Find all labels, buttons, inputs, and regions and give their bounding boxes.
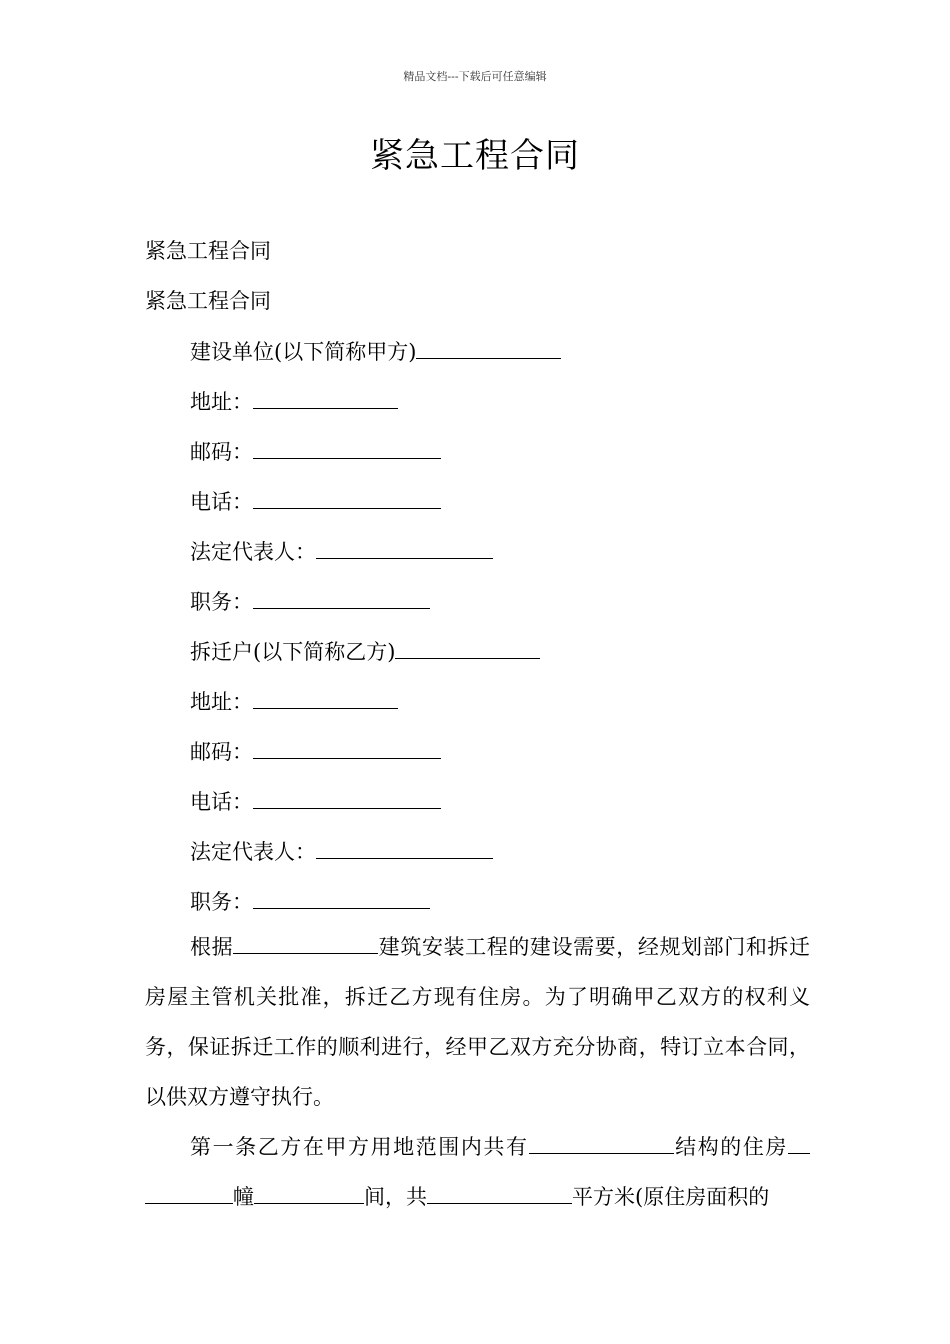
- party-a-position-blank[interactable]: [253, 586, 430, 609]
- party-a-phone-blank[interactable]: [253, 486, 441, 509]
- article1-part1: 第一条乙方在甲方用地范围内共有: [190, 1135, 529, 1159]
- article1-part5: 平方米(原住房面积的: [572, 1185, 770, 1209]
- party-a-postcode-line: [190, 436, 810, 467]
- header-note: 精品文档---下载后可任意编辑: [403, 70, 547, 83]
- party-b-position-line: [190, 886, 810, 917]
- article1-paragraph: [145, 1122, 810, 1222]
- party-a-phone-line: [190, 486, 810, 517]
- article1-part4: 间，共: [364, 1185, 427, 1209]
- party-a-address-line: [190, 386, 810, 417]
- party-a-postcode-label: 邮码：: [190, 440, 253, 464]
- party-a-name-blank[interactable]: [416, 336, 561, 359]
- party-b-phone-blank[interactable]: [253, 786, 441, 809]
- article1-part3: 幢: [233, 1185, 254, 1209]
- party-b-position-blank[interactable]: [253, 886, 430, 909]
- party-b-label-line: [190, 636, 810, 667]
- party-a-address-blank[interactable]: [253, 386, 398, 409]
- party-a-label: 建设单位(以下简称甲方): [190, 340, 417, 364]
- article1-rooms-blank[interactable]: [254, 1181, 364, 1204]
- party-a-legal-rep-line: [190, 536, 810, 567]
- preamble-part2: 建筑安装工程的建设需要，经规划部门和拆迁房屋主管机关批准，拆迁乙方现有住房。为了明确甲乙双方的权利义务，保证拆迁工作的顺利进行，经甲乙双方充分协商，特订立本合同，以供双方遵守执行。: [145, 935, 811, 1109]
- party-b-phone-label: 电话：: [190, 790, 253, 814]
- subheading-1: 紧急工程合同: [145, 239, 271, 263]
- article1-count-blank[interactable]: [145, 1181, 233, 1204]
- party-b-postcode-line: [190, 736, 810, 767]
- preamble-part1: 根据: [190, 935, 234, 959]
- party-b-address-line: [190, 686, 810, 717]
- party-b-legal-rep-line: [190, 836, 810, 867]
- party-a-position-label: 职务：: [190, 590, 253, 614]
- party-b-name-blank[interactable]: [395, 636, 540, 659]
- party-b-legal-rep-blank[interactable]: [316, 836, 493, 859]
- party-a-legal-rep-label: 法定代表人：: [190, 540, 316, 564]
- party-a-position-line: [190, 586, 810, 617]
- party-b-postcode-label: 邮码：: [190, 740, 253, 764]
- preamble-paragraph: [145, 922, 810, 1122]
- party-a-phone-label: 电话：: [190, 490, 253, 514]
- party-a-postcode-blank[interactable]: [253, 436, 441, 459]
- party-b-address-label: 地址：: [190, 690, 253, 714]
- party-a-address-label: 地址：: [190, 390, 253, 414]
- party-b-label: 拆迁户(以下简称乙方): [190, 640, 396, 664]
- document-title: 紧急工程合同: [370, 136, 580, 176]
- subheading-2: 紧急工程合同: [145, 289, 271, 313]
- party-b-phone-line: [190, 786, 810, 817]
- party-a-legal-rep-blank[interactable]: [316, 536, 493, 559]
- party-b-address-blank[interactable]: [253, 686, 398, 709]
- party-b-position-label: 职务：: [190, 890, 253, 914]
- article1-count-blank-start[interactable]: [788, 1131, 810, 1154]
- article1-structure-blank[interactable]: [529, 1131, 674, 1154]
- preamble-project-blank[interactable]: [233, 931, 378, 954]
- party-a-label-line: [190, 336, 810, 367]
- article1-part2: 结构的住房: [673, 1135, 789, 1159]
- party-b-legal-rep-label: 法定代表人：: [190, 840, 316, 864]
- party-b-postcode-blank[interactable]: [253, 736, 441, 759]
- article1-area-blank[interactable]: [427, 1181, 572, 1204]
